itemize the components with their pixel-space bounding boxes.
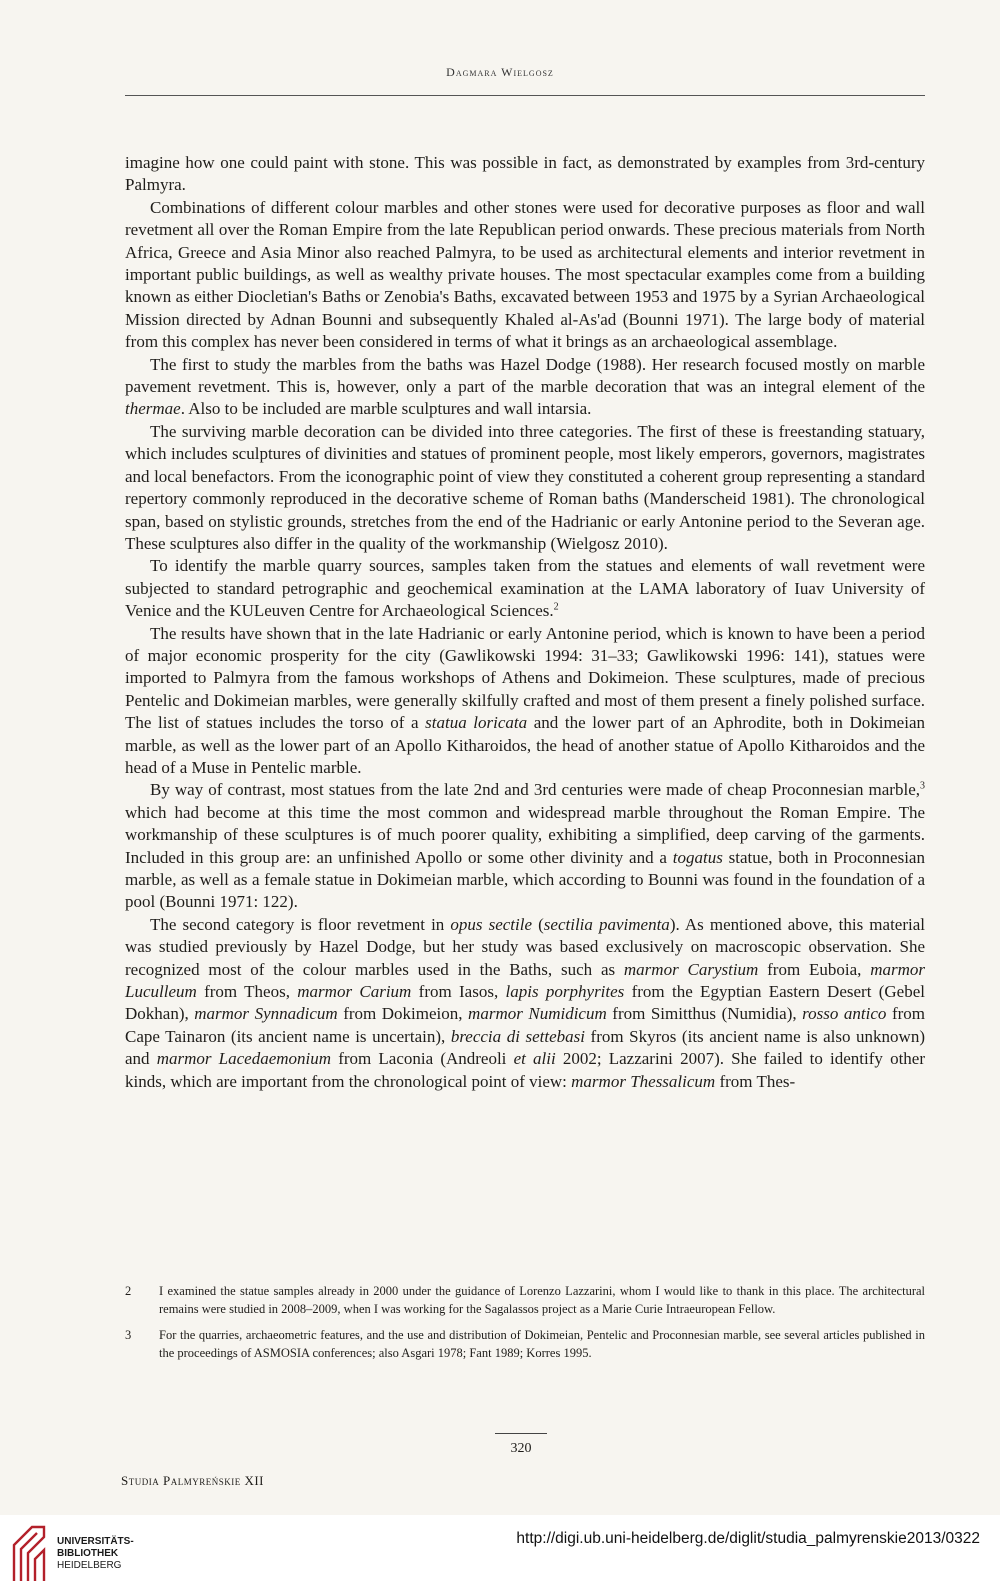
italic-term: marmor Lacedaemonium <box>156 1049 332 1069</box>
paragraph <box>125 421 925 555</box>
italic-term: marmor Carystium <box>623 959 759 979</box>
italic-term: marmor Thessalicum <box>571 1071 716 1091</box>
paragraph-text: from Theos, <box>196 982 298 1002</box>
italic-term: opus sectile <box>450 914 533 934</box>
paragraph-text: ( <box>532 914 544 934</box>
italic-term: et alii <box>513 1049 556 1069</box>
paragraph-text: The first to study the marbles from the baths was Hazel Dodge (1988). Her research focused mostly on marble pavement revetment. This is, however, only a part of the marble decoration that was an integral element of the <box>125 354 925 397</box>
paragraph <box>125 197 925 354</box>
paragraph <box>125 914 925 1093</box>
paragraph-text: from Dokimeion, <box>337 1004 469 1024</box>
paragraph <box>125 354 925 421</box>
italic-term: breccia di settebasi <box>450 1026 585 1046</box>
paragraph-text: statue, both in Proconnesian marble, as well as a female statue in Dokimeian marble, which according to Bounni was found in the foundation of a pool (Bounni 1971: 122). <box>125 847 925 912</box>
paragraph-text: from the Egyptian Eastern Desert (Gebel Dokhan), <box>125 982 925 1024</box>
paragraph-text: and the lower part of an Aphrodite, both in Dokimeian marble, as well as the lower part of an Apollo Kitharoidos, the head of another statue of Apollo Kitharoidos and the head of a Muse in Pentelic marble. <box>125 713 925 777</box>
paragraph-text: To identify the marble quarry sources, samples taken from the statues and elements of wall revetment were subjected to standard petrographic and geochemical examination at the LAMA laboratory of Iuav University of Venice and the KULeuven Centre for Archaeological Sciences. <box>125 556 925 621</box>
body-text <box>125 152 925 1093</box>
italic-term: thermae <box>125 399 181 419</box>
paragraph <box>125 555 925 622</box>
footnotes <box>125 1282 925 1370</box>
source-url-link[interactable]: http://digi.ub.uni-heidelberg.de/diglit/studia_palmyrenskie2013/0322 <box>516 1530 980 1547</box>
paragraph <box>125 623 925 780</box>
header-rule <box>125 95 925 96</box>
italic-term: rosso antico <box>802 1004 887 1024</box>
paragraph-text: from Laconia (Andreoli <box>331 1049 514 1069</box>
paragraph-text: from Thes- <box>715 1071 796 1091</box>
italic-term: marmor Synnadicum <box>194 1004 338 1024</box>
paragraph-text: The surviving marble decoration can be divided into three categories. The first of these is freestanding statuary, which includes sculptures of divinities and statues of prominent people, most likely emperors, governors, magistrates and local benefactors. From the iconographic point of view they constituted a coherent group representing a standard repertory commonly reproduced in the decorative scheme of Roman baths (Manderscheid 1981). The chronological span, based on stylistic grounds, stretches from the end of the Hadrianic or early Antonine period to the Severan age. These sculptures also differ in the quality of the workmanship (Wielgosz 2010). <box>125 421 925 553</box>
page-number: 320 <box>510 1441 532 1456</box>
footnote-number: 2 <box>125 1284 132 1298</box>
paragraph-text: which had become at this time the most common and widespread marble throughout the Roman Empire. The workmanship of these sculptures is of much poorer quality, exhibiting a simplified, deep carving of the garments. Included in this group are: an unfinished Apollo or some other divinity and a <box>125 802 925 867</box>
italic-term: togatus <box>672 847 723 867</box>
paragraph-text: from Euboia, <box>758 959 871 979</box>
library-footer <box>0 1515 1000 1594</box>
italic-term: lapis porphyrites <box>505 982 625 1002</box>
library-name-line: UNIVERSITÄTS- <box>57 1536 134 1547</box>
page-number-rule <box>495 1433 547 1434</box>
paragraph-text: Combinations of different colour marbles and other stones were used for decorative purposes as floor and wall revetment all over the Roman Empire from the late Republican period onwards. These precious materials from North Africa, Greece and Asia Minor also reached Palmyra, to be used as architectural elements and interior revetment in important public buildings, as well as wealthy private houses. The most spectacular examples come from a building known as either Diocletian's Baths or Zenobia's Baths, excavated between 1953 and 1975 by a Syrian Archaeological Mission directed by Adnan Bounni and subsequently Khaled al-As'ad (Bounni 1971). The large body of material from this complex has never been considered in terms of what it brings as an archaeological assemblage. <box>125 197 925 352</box>
paragraph-text: from Skyros (its ancient name is also unknown) and <box>125 1026 925 1069</box>
paragraph-text: 2002; Lazzarini 2007). She failed to identify other kinds, which are important from the chronological point of view: <box>125 1049 926 1091</box>
library-name-line: BIBLIOTHEK <box>57 1548 119 1559</box>
footnote-text: I examined the statue samples already in 2000 under the guidance of Lorenzo Lazzarini, whom I would like to thank in this place. The architectural remains were studied in 2008–2009, when I was working for the Sagalassos project as a Marie Curie Intraeuropean Fellow. <box>159 1284 925 1316</box>
paragraph-text: . Also to be included are marble sculptures and wall intarsia. <box>180 399 592 419</box>
journal-name: Studia Palmyreńskie XII <box>121 1473 264 1488</box>
paragraph-text: ). As mentioned above, this material was studied previously by Hazel Dodge, but her study was based exclusively on macroscopic observation. She recognized most of the colour marbles used in the Baths, such as <box>125 914 925 979</box>
italic-term: marmor Luculleum <box>125 959 926 1002</box>
paragraph <box>125 779 925 913</box>
paragraph <box>125 152 925 197</box>
ub-heidelberg-logo-icon <box>8 1523 50 1583</box>
running-head: Dagmara Wielgosz <box>446 65 554 79</box>
italic-term: statua loricata <box>425 713 528 733</box>
footnote-ref[interactable]: 2 <box>553 601 559 613</box>
paragraph-text: The results have shown that in the late Hadrianic or early Antonine period, which is known to have been a period of major economic prosperity for the city (Gawlikowski 1994: 31–33; Gawlikowski 1996: 141), statues were imported to Palmyra from the famous workshops of Athens and Dokimeion. These sculptures, made of precious Pentelic and Dokimeian marbles, were generally skilfully crafted and most of them present a finely polished surface. The list of statues includes the torso of a <box>125 623 925 733</box>
paragraph-text: The second category is floor revetment in <box>150 914 451 934</box>
footnote-text: For the quarries, archaeometric features, and the use and distribution of Dokimeian, Pentelic and Proconnesian marble, see several articles published in the proceedings of ASMOSIA conferences; also Asgari 1978; Fant 1989; Korres 1995. <box>159 1328 925 1360</box>
library-name-line: HEIDELBERG <box>57 1560 122 1571</box>
paragraph-text: from Cape Tainaron (its ancient name is uncertain), <box>125 1004 925 1046</box>
footnote <box>125 1326 925 1362</box>
paragraph-text: from Iasos, <box>411 982 506 1002</box>
paragraph-text: By way of contrast, most statues from the late 2nd and 3rd centuries were made of cheap Proconnesian marble, <box>150 780 920 800</box>
italic-term: marmor Numidicum <box>468 1004 607 1024</box>
italic-term: marmor Carium <box>297 982 412 1002</box>
library-name <box>57 1536 134 1572</box>
paragraph-text: imagine how one could paint with stone. This was possible in fact, as demonstrated by examples from 3rd-century Palmyra. <box>125 153 925 195</box>
footnote-number: 3 <box>125 1328 132 1342</box>
paragraph-text: from Simitthus (Numidia), <box>606 1004 803 1024</box>
footnote <box>125 1282 925 1318</box>
footnote-ref[interactable]: 3 <box>920 780 925 792</box>
italic-term: sectilia pavimenta <box>543 914 670 934</box>
